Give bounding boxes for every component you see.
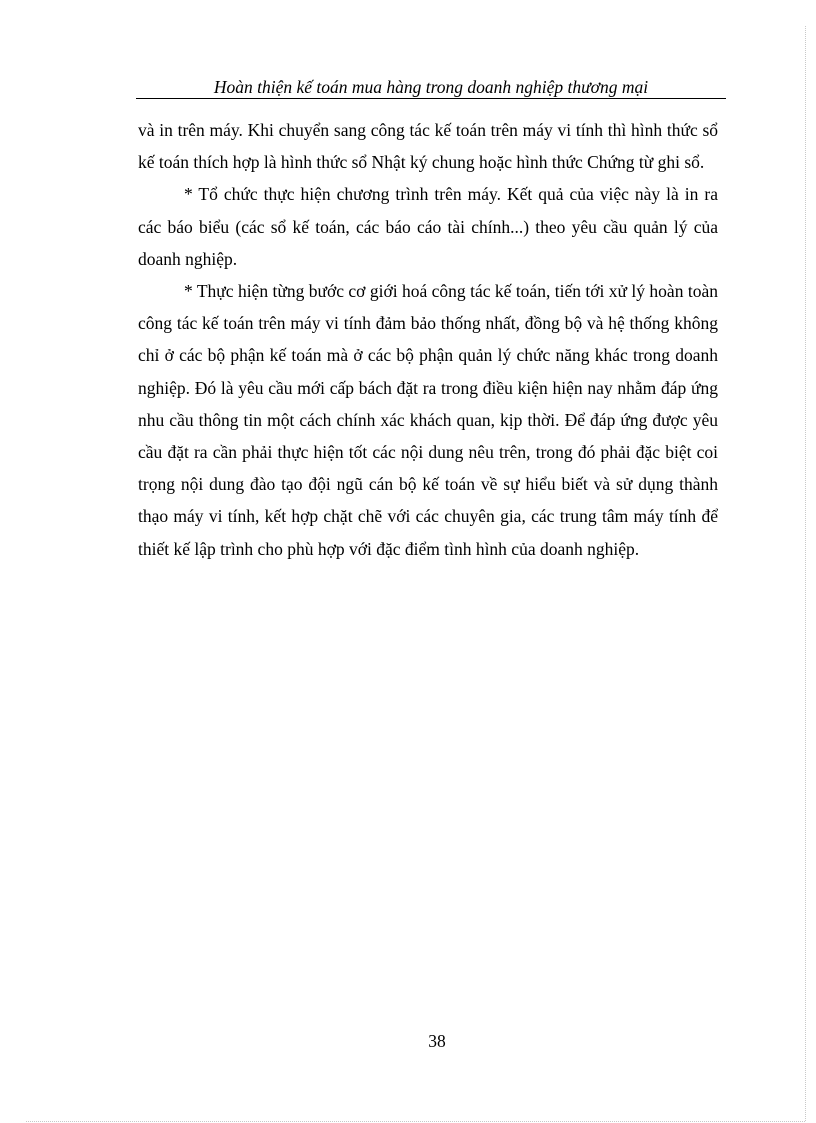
page-number: 38: [428, 1031, 446, 1051]
body-text: [138, 114, 718, 565]
running-header: Hoàn thiện kế toán mua hàng trong doanh nghiệp thương mại: [136, 76, 726, 99]
paragraph-continuation: và in trên máy. Khi chuyển sang công tác kế toán trên máy vi tính thì hình thức sổ kế toán thích hợp là hình thức sổ Nhật ký chung hoặc hình thức Chứng từ ghi sổ.: [138, 120, 718, 173]
page-frame-bottom-border: [26, 1121, 805, 1122]
paragraph-program-execution: * Tổ chức thực hiện chương trình trên máy. Kết quả của việc này là in ra các báo biểu (các sổ kế toán, các báo cáo tài chính...) theo yêu cầu quản lý của doanh nghiệp.: [138, 184, 718, 269]
paragraph-mechanization: * Thực hiện từng bước cơ giới hoá công tác kế toán, tiến tới xử lý hoàn toàn công tác kế toán trên máy vi tính đảm bảo thống nhất, đồng bộ và hệ thống không chỉ ở các bộ phận kế toán mà ở các bộ phận quản lý chức năng khác trong doanh nghiệp. Đó là yêu cầu mới cấp bách đặt ra trong điều kiện hiện nay nhằm đáp ứng nhu cầu thông tin một cách chính xác khách quan, kịp thời. Để đáp ứng được yêu cầu đặt ra cần phải thực hiện tốt các nội dung nêu trên, trong đó phải đặc biệt coi trọng nội dung đào tạo đội ngũ cán bộ kế toán về sự hiểu biết và sử dụng thành thạo máy vi tính, kết hợp chặt chẽ với các chuyên gia, các trung tâm máy tính để thiết kế lập trình cho phù hợp với đặc điểm tình hình của doanh nghiệp.: [138, 281, 718, 559]
page-frame-right-border: [805, 26, 806, 1121]
